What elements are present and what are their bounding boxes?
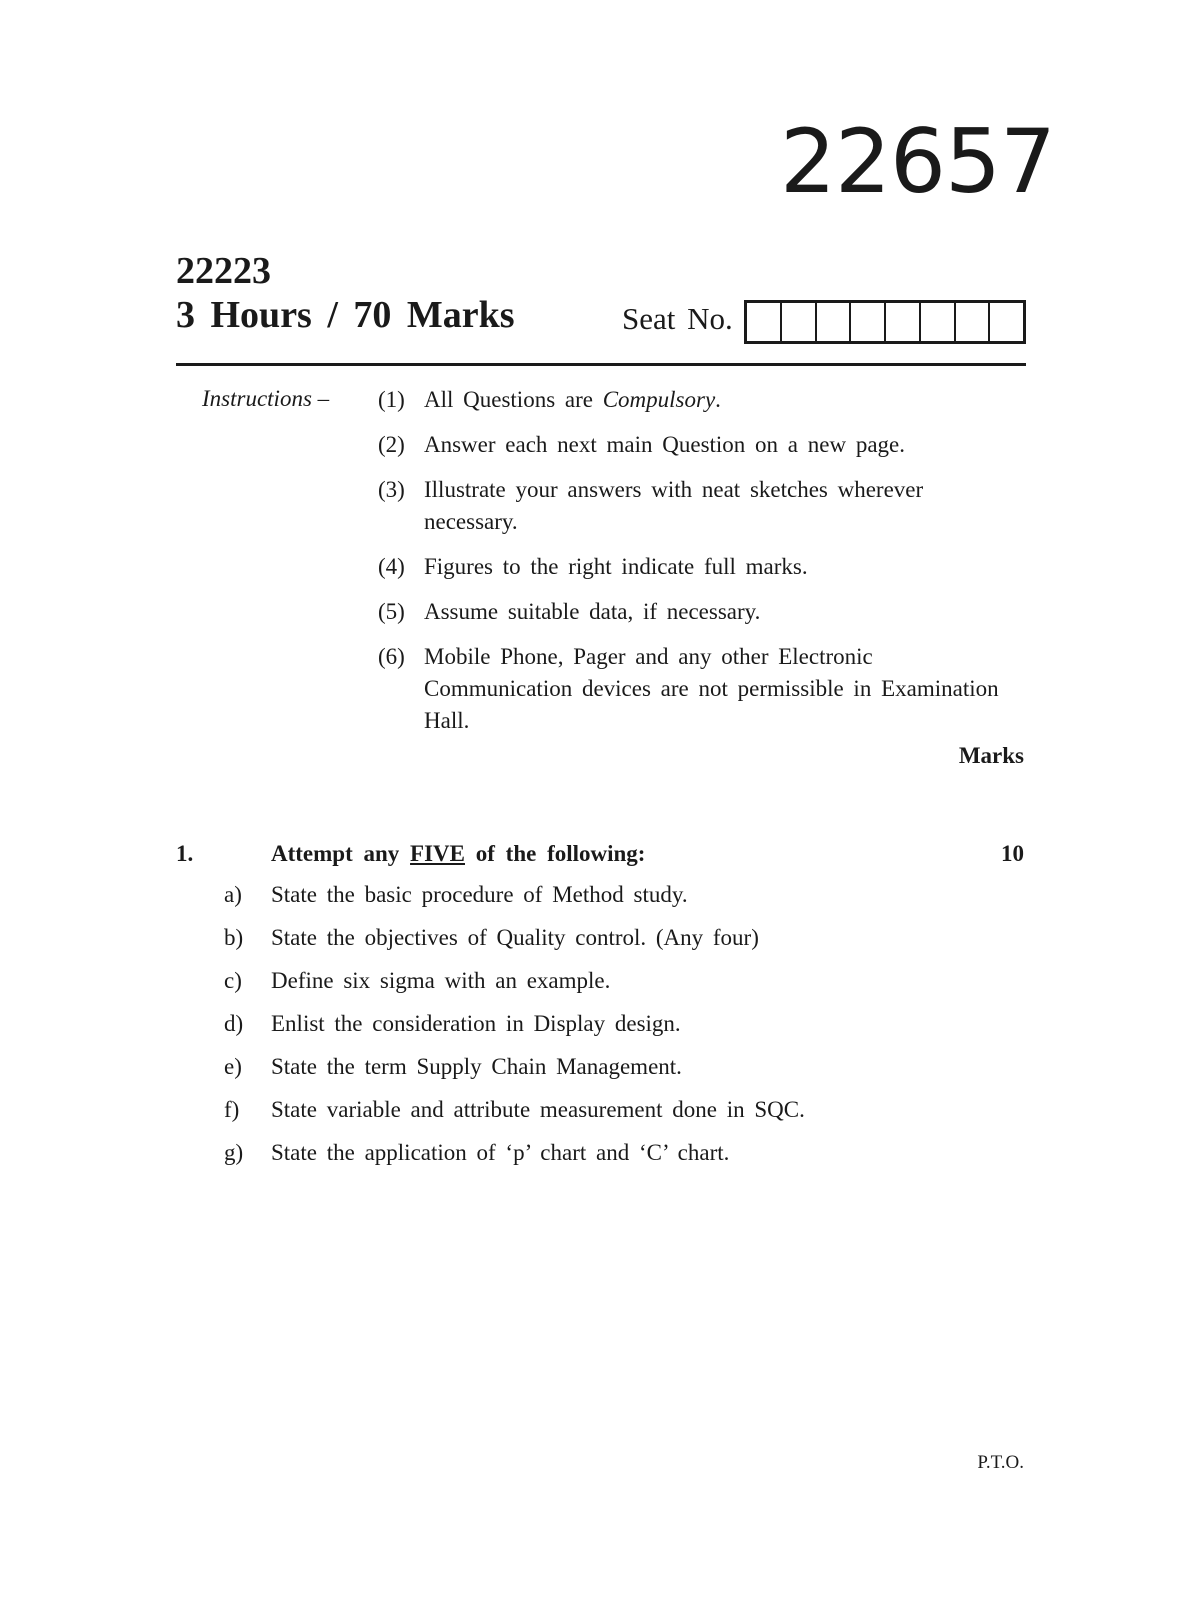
subject-code: 22223 [176,250,271,292]
question-title-after: of the following: [465,841,646,866]
header-divider [176,363,1026,366]
instruction-emphasis: Compulsory [602,387,716,412]
question-marks: 10 [1001,841,1024,866]
instructions-list [378,384,1003,750]
subpart-letter: e) [224,1054,242,1079]
question-title-emphasis: FIVE [410,841,465,866]
instruction-text: Assume suitable data, if necessary. [424,599,761,624]
subpart-text: Define six sigma with an example. [271,968,611,993]
seat-no-label: Seat No. [622,301,733,336]
subpart-text: State variable and attribute measurement done in SQC. [271,1097,805,1122]
subpart-item [224,925,1024,968]
subpart-letter: a) [224,882,242,907]
instruction-item [378,641,1003,737]
subpart-text: State the objectives of Quality control. (Any four) [271,925,759,950]
instructions-label: Instructions – [202,386,330,411]
instruction-item [378,384,1003,416]
seat-digit-box[interactable] [817,303,852,341]
pto-footer: P.T.O. [977,1452,1024,1473]
seat-digit-box[interactable] [886,303,921,341]
instruction-item [378,429,1003,461]
subparts-list [224,882,1024,1183]
subpart-text: Enlist the consideration in Display design. [271,1011,681,1036]
question-title-before: Attempt any [271,841,411,866]
subpart-item [224,1011,1024,1054]
subpart-letter: g) [224,1140,244,1165]
subpart-letter: c) [224,968,242,993]
instruction-number: (1) [378,387,405,412]
instruction-item [378,596,1003,628]
instruction-number: (4) [378,554,405,579]
seat-no-boxes[interactable] [744,300,1026,344]
seat-digit-box[interactable] [956,303,991,341]
duration-marks: 3 Hours / 70 Marks [176,294,515,336]
subpart-item [224,968,1024,1011]
instruction-text: Illustrate your answers with neat sketches wherever necessary. [424,477,924,534]
subpart-item [224,1140,1024,1183]
subpart-item [224,882,1024,925]
seat-digit-box[interactable] [921,303,956,341]
seat-digit-box[interactable] [747,303,782,341]
instruction-number: (3) [378,477,405,502]
subpart-item [224,1097,1024,1140]
subpart-letter: f) [224,1097,240,1122]
instruction-item [378,474,1003,538]
instruction-text: Answer each next main Question on a new page. [424,432,905,457]
instruction-tail: . [715,387,721,412]
seat-digit-box[interactable] [782,303,817,341]
marks-heading: Marks [958,743,1024,768]
question-number: 1. [176,841,194,866]
instruction-number: (5) [378,599,405,624]
instruction-text: Figures to the right indicate full marks. [424,554,808,579]
instruction-number: (6) [378,644,405,669]
subpart-item [224,1054,1024,1097]
subpart-text: State the application of ‘p’ chart and ‘C’ chart. [271,1140,730,1165]
instruction-text: All Questions are [424,387,603,412]
subpart-letter: d) [224,1011,244,1036]
seat-digit-box[interactable] [851,303,886,341]
question-title [271,841,645,867]
seat-digit-box[interactable] [990,303,1023,341]
instruction-text: Mobile Phone, Pager and any other Electronic Communication devices are not permissible in Examination Hall. [424,644,999,733]
subpart-letter: b) [224,925,244,950]
instruction-number: (2) [378,432,405,457]
paper-code: 22657 [780,110,1055,213]
subpart-text: State the term Supply Chain Management. [271,1054,682,1079]
instruction-item [378,551,1003,583]
subpart-text: State the basic procedure of Method study. [271,882,688,907]
